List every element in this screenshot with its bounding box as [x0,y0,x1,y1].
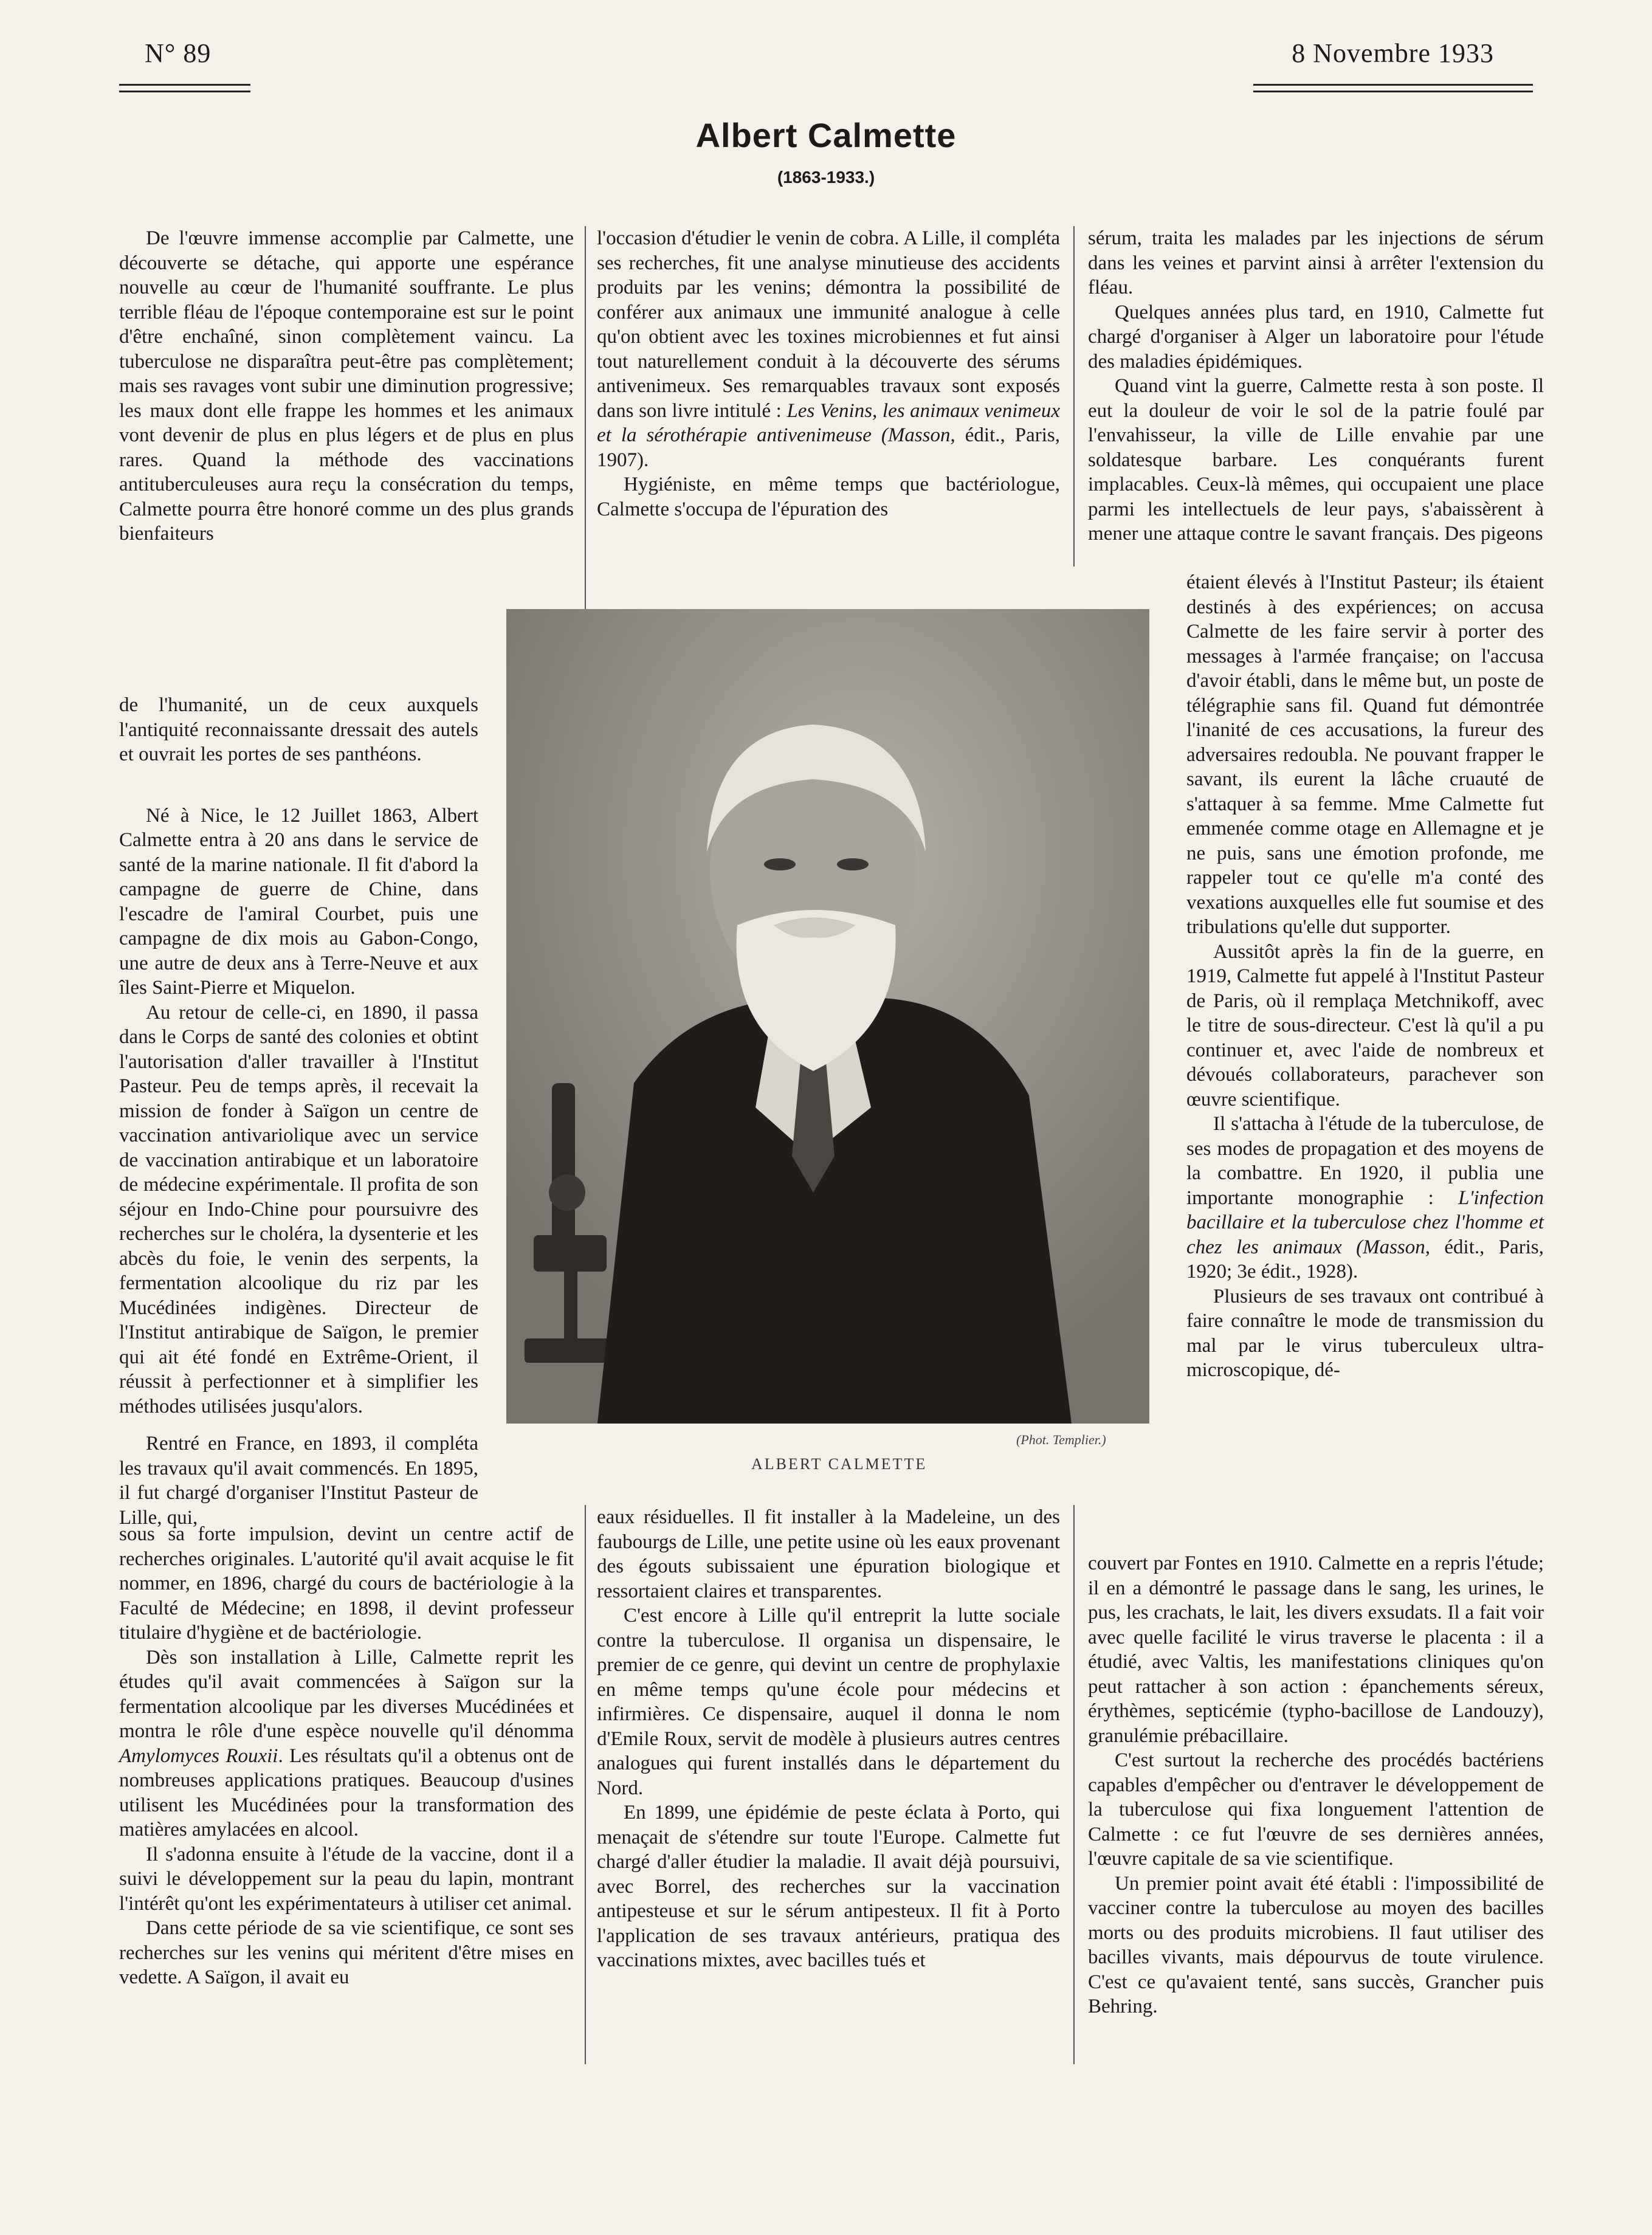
paragraph: De l'œuvre immense accomplie par Calmette, une découverte se détache, qui apporte une espérance nouvelle au cœur de l'humanité souffrante. Le plus terrible fléau de l'époque contemporaine est sur le point d'être enchaîné, sinon complètement vaincu. La tuberculose ne disparaîtra peut-être pas complètement; mais ses ravages vont subir une diminution progressive; les maux dont elle frappe les hommes et les animaux vont devenir de plus en plus légers et de plus en plus rares. Quand la méthode des vaccinations antituberculeuses aura reçu la consécration du temps, Calmette pourra être honoré comme un des plus grands bienfaiteurs [119,227,574,545]
paragraph: Quelques années plus tard, en 1910, Calmette fut chargé d'organiser à Alger un laboratoire pour l'étude des maladies épidémiques. [1088,301,1544,373]
column-1-top [119,226,574,546]
paragraph: Né à Nice, le 12 Juillet 1863, Albert Calmette entra à 20 ans dans le service de santé de la marine nationale. Il fit d'abord la campagne de guerre de Chine, dans l'escadre de l'amiral Courbet, puis une campagne de dix mois au Gabon-Congo, une autre de deux ans à Terre-Neuve et aux îles Saint-Pierre et Miquelon. [119,804,478,999]
paragraph: Il s'adonna ensuite à l'étude de la vaccine, dont il a suivi le développement sur la peau du lapin, montrant l'intérêt qu'ont les expérimentateurs à utiliser cet animal. [119,1843,574,1915]
paragraph: étaient élevés à l'Institut Pasteur; ils étaient destinés à des expériences; on accusa Calmette de les faire servir à porter des messages à l'armée française; on l'accusa d'avoir établi, dans le même but, un poste de télégraphie sans fil. Quand fut démontrée l'inanité de ces accusations, la fureur des adversaires redoubla. Ne pouvant frapper le savant, ils eurent la lâche cruauté de s'attaquer à sa femme. Mme Calmette fut emmenée comme otage en Allemagne et je ne puis, sans une émotion profonde, me rappeler tout ce qu'elle m'a conté des vexations auxquelles elle fut soumise et des tribulations qu'elle dut supporter. [1186,571,1544,938]
paragraph: Quand vint la guerre, Calmette resta à son poste. Il eut la douleur de voir le sol de la patrie foulé par l'envahisseur, la ville de Lille envahie par une soldatesque barbare. Les conquérants furent implacables. Ceux-là mêmes, qui occupaient une place parmi les intellectuels de leur pays, s'abaissèrent à mener une attaque contre le savant français. Des pigeons [1088,375,1544,545]
column-1-bottom [119,1522,574,1990]
paragraph: C'est encore à Lille qu'il entreprit la lutte sociale contre la tuberculose. Il organisa un dispensaire, le premier de ce genre, qui devint un centre de prophylaxie en même temps qu'une école pour médecins et infirmières. Ce dispensaire, auquel il donna le nom d'Emile Roux, servit de modèle à plusieurs autres centres analogues qui furent installés dans le département du Nord. [597,1605,1060,1799]
portrait-photo [506,609,1149,1424]
column-3-bottom [1088,1551,1544,2019]
column-3-narrow [1186,570,1544,1383]
column-1-narrow [119,693,478,1419]
column-2-bottom [597,1505,1060,1973]
portrait-image [506,609,1149,1424]
paragraph: Aussitôt après la fin de la guerre, en 1919, Calmette fut appelé à l'Institut Pasteur de Paris, où il remplaça Metchnikoff, avec le titre de sous-directeur. C'est là qu'il a pu continuer et, avec l'aide de nombreux et dévoués collaborateurs, parachever son œuvre scientifique. [1186,940,1544,1111]
column-divider [585,226,586,609]
column-divider [1073,226,1075,566]
column-divider [585,1505,586,2064]
paragraph: En 1899, une épidémie de peste éclata à Porto, qui menaçait de s'étendre sur toute l'Europe. Calmette fut chargé d'aller étudier la maladie. Il avait déjà poursuivi, avec Borrel, des recherches sur la vaccination antipesteuse et sur le sérum antipesteux. Il fit à Porto l'application de ses travaux antérieurs, pratiqua des vaccinations mixtes, avec bacilles tués et [597,1802,1060,1971]
paragraph: eaux résiduelles. Il fit installer à la Madeleine, un des faubourgs de Lille, une petite usine où les eaux provenant des égouts subissaient une épuration biologique et ressortaient claires et transparentes. [597,1506,1060,1602]
paragraph: Un premier point avait été établi : l'impossibilité de vacciner contre la tuberculose au moyen des bacilles morts ou des produits microbiens. Il faut utiliser des bacilles vivants, mais dépourvus de toute virulence. C'est ce qu'avaient tenté, sans succès, Grancher puis Behring. [1088,1872,1544,2017]
paragraph: couvert par Fontes en 1910. Calmette en a repris l'étude; il en a démontré le passage dans le sang, les urines, le pus, les crachats, le lait, les divers exsudats. Il a fait voir avec quelle facilité le virus traverse le placenta : il a étudié, avec Valtis, les manifestations cliniques qu'on peut rattacher à son action : épanchements séreux, érythèmes, septicémie (typho-bacillose de Landouzy), granulémie prébacillaire. [1088,1552,1544,1747]
issue-number: N° 89 [145,38,212,68]
photo-credit: (Phot. Templier.) [1016,1432,1106,1447]
column-3-top [1088,226,1544,546]
column-1-narrow-end [119,1431,478,1530]
paragraph: sous sa forte impulsion, devint un centre actif de recherches originales. L'autorité qu'il avait acquise le fit nommer, en 1896, chargé du cours de bactériologie à la Faculté de Médecine; en 1898, il devint professeur titulaire d'hygiène et de bactériologie. [119,1523,574,1644]
paragraph: C'est surtout la recherche des procédés bactériens capables d'empêcher ou d'entraver le développement de la tuberculose qui fixa longuement l'attention de Calmette : ce fut l'œuvre de ses dernières années, l'œuvre capitale de sa vie scientifique. [1088,1749,1544,1870]
article-title: Albert Calmette [695,116,957,154]
article-dates: (1863-1933.) [777,168,875,187]
paragraph: sérum, traita les malades par les injections de sérum dans les veines et parvint ainsi à arrêter l'extension du fléau. [1088,227,1544,298]
paragraph: Plusieurs de ses travaux ont contribué à faire connaître le mode de transmission du mal par le virus tuberculeux ultra-microscopique, dé- [1186,1285,1544,1381]
paragraph: Il s'attacha à l'étude de la tuberculose, de ses modes de propagation et des moyens de la combattre. En 1920, il publia une importante monographie : L'infection bacillaire et la tuberculose chez l'homme et chez les animaux (Masson, édit., Paris, 1920; 3e édit., 1928). [1186,1113,1544,1283]
paragraph: l'occasion d'étudier le venin de cobra. A Lille, il compléta ses recherches, fit une analyse minutieuse des accidents produits par les venins; démontra la possibilité de conférer aux animaux une immunité analogue à celle qu'on obtient avec les toxines microbiennes et fut ainsi tout naturellement conduit à la découverte des sérums antivenimeux. Ses remarquables travaux sont exposés dans son livre intitulé : Les Venins, les animaux venimeux et la sérothérapie antivenimeuse (Masson, édit., Paris, 1907). [597,227,1061,471]
paragraph: Au retour de celle-ci, en 1890, il passa dans le Corps de santé des colonies et obtint l'autorisation d'aller travailler à l'Institut Pasteur. Peu de temps après, il recevait la mission de fonder à Saïgon un centre de vaccination antivariolique avec un service de vaccination antirabique et un laboratoire de médecine expérimentale. Il profita de son séjour en Indo-Chine pour poursuivre des recherches sur le choléra, la dysenterie et les abcès du foie, le venin des serpents, la fermentation alcoolique du riz par les Mucédinées indigènes. Directeur de l'Institut antirabique de Saïgon, le premier qui ait été fondé en Extrême-Orient, il réussit à perfectionner et à simplifier les méthodes utilisées jusqu'alors. [119,1001,478,1417]
column-divider [1073,1505,1075,2064]
header-rule-left [119,84,250,92]
issue-date: 8 Novembre 1933 [1292,38,1494,68]
column-2-top [597,226,1060,522]
paragraph: Rentré en France, en 1893, il compléta les travaux qu'il avait commencés. En 1895, il fut chargé d'organiser l'Institut Pasteur de Lille, qui, [119,1433,478,1529]
photo-caption: ALBERT CALMETTE [751,1455,928,1473]
paragraph: Hygiéniste, en même temps que bactériologue, Calmette s'occupa de l'épuration des [597,474,1060,520]
paragraph: de l'humanité, un de ceux auxquels l'antiquité reconnaissante dressait des autels et ouvrait les portes de ses panthéons. [119,694,478,765]
header-rule-right [1253,84,1533,92]
paragraph: Dans cette période de sa vie scientifique, ce sont ses recherches sur les venins qui méritent d'être mises en vedette. A Saïgon, il avait eu [119,1917,574,1988]
paragraph: Dès son installation à Lille, Calmette reprit les études qu'il avait commencées à Saïgon sur la fermentation alcoolique par les diverses Mucédinées et montra le rôle d'une espèce nouvelle qu'il dénomma Amylomyces Rouxii. Les résultats qu'il a obtenus ont de nombreuses applications pratiques. Beaucoup d'usines utilisent les Mucédinées pour la transformation des matières amylacées en alcool. [119,1646,574,1841]
